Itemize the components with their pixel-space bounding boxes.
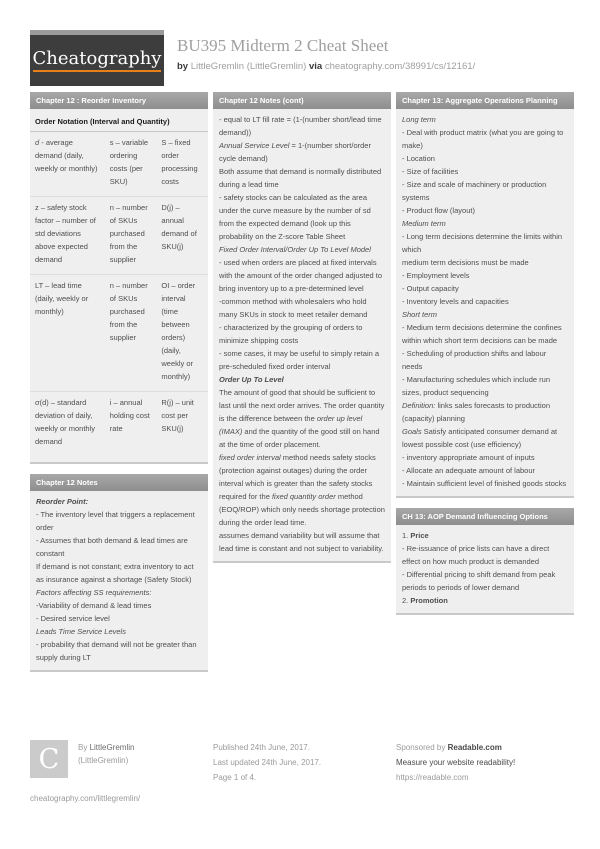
note-line: - Scheduling of production shifts and labour needs [402,349,547,371]
table-cell: n – number of SKUs purchased from the supplier [109,203,148,264]
note-line: - Differential pricing to shift demand from peak periods to periods of lower demand [402,570,556,592]
note-line: Order Up To Level [219,375,284,384]
note-line: Annual Service Level = 1-(number short/order cycle demand) [219,141,371,163]
updated-date: Last updated 24th June, 2017. [213,758,322,767]
section [213,92,391,563]
note-line: -Variability of demand & lead times [36,601,152,610]
table-cell: i – annual holding cost rate [109,398,150,433]
table-cell: n – number of SKUs purchased from the supplier [109,281,148,342]
section-header: CH 13: AOP Demand Influencing Options [396,508,574,525]
section-body [213,109,391,561]
column-1 [30,92,208,682]
header-text-block [177,30,475,72]
note-line: medium term decisions must be made [402,258,529,267]
table-cell: s – variable ordering costs (per SKU) [109,138,149,186]
byline [177,61,475,72]
page-footer [30,740,574,803]
sponsor-tagline: Measure your website readability! [396,758,516,767]
note-line: - some cases, it may be useful to simply retain a pre-scheduled fixed order interval [219,349,380,371]
table-row [30,275,208,392]
note-line: - Maintain sufficient level of finished goods stocks [402,479,567,488]
section-body [396,109,574,496]
footer-author-link[interactable]: LittleGremlin [89,743,135,752]
table-subheader: Order Notation (Interval and Quantity) [30,113,208,132]
table-cell: D(j) – annual demand of SKU(j) [161,203,197,251]
note-line: Goals Satisfy anticipated consumer demand at lowest possible cost (use efficiency) [402,427,558,449]
section-body [30,491,208,670]
section-header: Chapter 13: Aggregate Operations Planning [396,92,574,109]
note-line: 1. Price [402,531,429,540]
note-line: - inventory appropriate amount of inputs [402,453,535,462]
footer-by-label: By [78,743,90,752]
profile-link[interactable]: cheatography.com/littlegremlin/ [30,794,141,803]
section-header: Chapter 12 Notes (cont) [213,92,391,109]
page-header [30,30,572,86]
note-line: fixed order interval method needs safety stocks (protection against outages) during the order interval which is greater than the safety stocks required for the fixed quantity order method (EOQ/ROP) which only needs shortage protection during the order lead time. [219,453,385,527]
note-line: - Location [402,154,435,163]
by-label: by [177,61,189,72]
via-link[interactable]: cheatography.com/38991/cs/12161/ [324,61,476,72]
note-line: -common method with wholesalers who hold many SKUs in stock to meet retailer demand [219,297,368,319]
table-cell: R(j) – unit cost per SKU(j) [161,398,194,433]
note-line: - Product flow (layout) [402,206,475,215]
note-line: Factors affecting SS requirements: [36,588,152,597]
section [396,92,574,498]
via-label: via [309,61,323,72]
cheatography-logo[interactable] [30,30,164,86]
note-line: assumes demand variability but will assume that lead time is constant and not subject to variability. [219,531,384,553]
note-line: Fixed Order Interval/Order Up To Level Model [219,245,371,254]
columns [30,92,574,682]
note-line: - Desired service level [36,614,110,623]
published-date: Published 24th June, 2017. [213,743,310,752]
note-line: - Manufacturing schedules which include run sizes, product sequencing [402,375,550,397]
note-line: Leads Time Service Levels [36,627,126,636]
sponsor-link[interactable]: Readable.com [447,743,502,752]
note-line: Definition: links sales forecasts to production (capacity) planning [402,401,550,423]
column-2 [213,92,391,573]
note-line: - The inventory level that triggers a replacement order [36,510,195,532]
note-line: - Size and scale of machinery or production systems [402,180,547,202]
footer-by-line [78,741,134,754]
note-line: - safety stocks can be calculated as the area under the curve measure by the number of sd from the expected demand (look up this probability on the Z-score Table Sheet [219,193,371,241]
sponsor-line [396,740,574,755]
section [396,508,574,615]
table-row [30,132,208,197]
author-row [30,740,208,778]
note-line: - probability that demand will not be greater than supply during LT [36,640,197,662]
note-line: - Assumes that both demand & lead times are constant [36,536,188,558]
sponsor-url-link[interactable]: https://readable.com [396,773,469,782]
note-line: - used when orders are placed at fixed intervals with the amount of the order changed adjusted to bring inventory up to a pre-determined level [219,258,383,293]
table-cell: S – fixed order processing costs [161,138,198,186]
note-line: - Long term decisions determine the limits within which [402,232,563,254]
note-line: Long term [402,115,436,124]
note-line: - equal to LT fill rate = (1-(number short/lead time demand)) [219,115,382,137]
table-cell: LT – lead time (daily, weekly or monthly) [35,281,89,316]
table-cell: OI – order interval (time between orders) (daily, weekly or monthly) [161,281,196,381]
note-line: - Allocate an adequate amount of labour [402,466,536,475]
note-line: - Deal with product matrix (what you are going to make) [402,128,564,150]
note-line: - Medium term decisions determine the confines within which short term decisions can be made [402,323,562,345]
note-line: Medium term [402,219,446,228]
note-line: 2. Promotion [402,596,448,605]
author-link[interactable]: LittleGremlin (LittleGremlin) [190,61,307,72]
footer-author-block [30,740,208,803]
note-line: Reorder Point: [36,497,89,506]
section-header: Chapter 12 : Reorder Inventory [30,92,208,109]
note-line: - characterized by the grouping of orders to minimize shipping costs [219,323,363,345]
page-title: BU395 Midterm 2 Cheat Sheet [177,36,389,55]
sponsor-prefix: Sponsored by [396,743,448,752]
note-line: Both assume that demand is normally distributed during a lead time [219,167,382,189]
footer-author-alias: (LittleGremlin) [78,756,129,765]
column-3 [396,92,574,625]
section [30,92,208,464]
note-line: - Size of facilities [402,167,459,176]
note-line: - Re-issuance of price lists can have a direct effect on how much product is demanded [402,544,550,566]
table-cell: σ(d) – standard deviation of daily, weekly or monthly demand [35,398,96,446]
footer-sponsor-block [396,740,574,803]
table-row [30,392,208,456]
table-cell: z – safety stock factor – number of std deviations above expected demand [35,203,96,264]
note-line: The amount of good that should be sufficient to last until the next order arrives. The order quantity is the difference between the order up level (IMAX) and the quantity of the good still on hand at the time of order placement. [219,388,385,449]
note-line: - Employment levels [402,271,470,280]
table-cell: d - average demand (daily, weekly or monthly) [35,138,98,173]
note-line: Short term [402,310,438,319]
section [30,474,208,672]
note-line: - Output capacity [402,284,459,293]
footer-meta-block [213,740,391,803]
avatar[interactable]: C [30,740,68,778]
note-line: If demand is not constant; extra inventory to act as insurance against a shortage (Safety Stock) [36,562,194,584]
note-line: - Inventory levels and capacities [402,297,509,306]
author-lines [78,740,134,778]
cheatography-logo-text: Cheatography [33,49,162,72]
table-row [30,197,208,275]
page-number: Page 1 of 4. [213,773,257,782]
section-body [396,525,574,613]
section-header: Chapter 12 Notes [30,474,208,491]
section-body [30,109,208,462]
